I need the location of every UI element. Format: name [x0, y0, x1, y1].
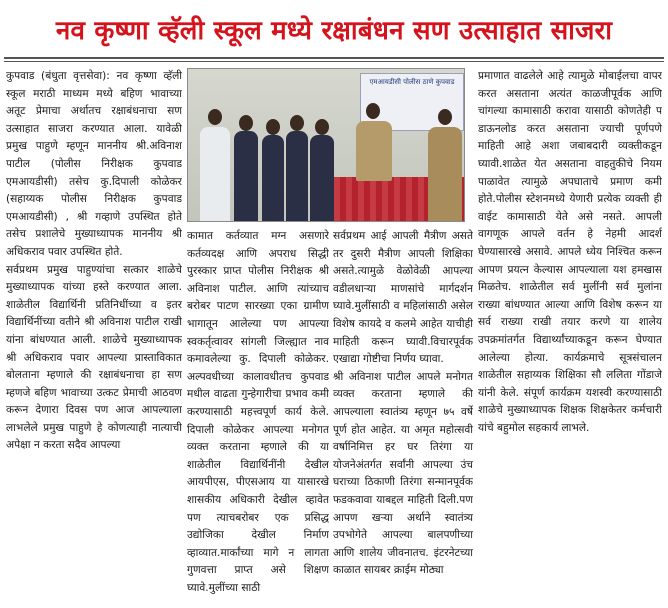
article-column-1: कुपवाड (बंधुता वृत्तसेवा): नव कृष्णा व्हॅली स्कूल मराठी माध्यम मध्ये बहिण भावाच्या अतूट प्रेमाचा अर्थातच रक्षाबंधनाचा सण उत्साहात साजरा करण्यात आला. यावेळी प्रमुख पाहुणे म्हणून माननीय श्री.अविनाश पाटील (पोलीस निरीक्षक कुपवाड एमआयडीसी) तसेच कु.दिपाली कोळेकर (सहाय्यक पोलीस निरीक्षक कुपवाड एमआयडीसी) , श्री गव्हाणे उपस्थित होते तसेच प्रशालेचे मुख्याध्यापक माननीय श्री अधिकराव पवार उपस्थित होते. सर्वप्रथम प्रमुख पाहुण्यांचा सत्कार शाळेचे मुख्याध्यापक यांच्या हस्ते करण्यात आला. शाळेतील विद्यार्थिनी प्रतिनिधींच्या व इतर विद्यार्थिनींच्या वतीने श्री अविनाश पाटील राखी यांना बांधण्यात आली. शाळेचे मुख्याध्यापक श्री अधिकराव पवार आपल्या प्रास्ताविकात बोलताना म्हणाले की रक्षाबंधनाचा हा सण म्हणजे बहिण भावाच्या उत्कट प्रेमाची आठवण करून देणारा दिवस पण आज आपल्याला लाभलेले प्रमुख पाहुणे हे कोणत्याही नात्याची अपेक्षा न करता सदैव आपल्या [6, 70, 182, 452]
photo-banner: एमआयडीसी पोलीस ठाणे कुपवाड [360, 73, 464, 131]
article-column-3: सर्वप्रथम आई आपली मैत्रीण असते तर दुसरी मैत्रीण आपली शिक्षिका असते.त्यामुळे वेळोवेळी आपल्या वडीलधाऱ्या माणसांचे मार्गदर्शन घ्यावे.मुलींसाठी व महिलांसाठी असेल विशेष कायदे व कलमे आहेत याचीही माहिती करून घ्यावी.विचारपूर्वक एखाद्या गोष्टीचा निर्णय घ्यावा. श्री अविनाश पाटील आपले मनोगत व्यक्त करताना म्हणाले की आपल्याला स्वातंत्र्य म्हणून ७५ वर्षे पूर्ण होत आहेत. या अमृत महोत्सवी वर्षानिमित्त हर घर तिरंगा या योजनेअंतर्गत सर्वांनी आपल्या उंच घराच्या ठिकाणी तिरंगा सन्मानपूर्वक फडकवावा याबद्दल माहिती दिली.पण आपण खऱ्या अर्थाने स्वातंत्र्य उपभोगेते आपल्या बालपणीच्या आणि शालेय जीवनातच. इंटरनेटच्या काळात सायबर क्राईम मोठ्या [333, 230, 473, 577]
article-column-4: प्रमाणात वाढलेले आहे त्यामुळे मोबाईलचा वापर करत असताना अत्यंत काळजीपूर्वक आणि चांगल्या कामासाठी करावा यासाठी कोणतेही प डाऊनलोड करत असताना ज्याची पूर्णपणे माहिती आहे अशा जबाबदारी व्यक्तीकडून घ्यावी.शाळेत येत असताना वाहतुकीचे नियम पाळावेत त्यामुळे अपघाताचे प्रमाण कमी होते.पोलीस स्टेशनमध्ये येणारी प्रत्येक व्यक्ती ही वाईट कामासाठी येते असे नसते. आपली वागणूक आपले वर्तन हे नेहमी आदर्श घेण्यासारखे असावे. आपले ध्येय निश्चित करून आपण प्रयत्न केल्यास आपल्याला यश हमखास मिळतेच. शाळेतील सर्व मुलींनी सर्व मुलांना राख्या बांधण्यात आल्या आणि विशेष करून या सर्व राख्या राखी तयार करणे या शालेय उपक्रमांतर्गत विद्यार्थ्यांच्याकडून करून घेण्यात आलेल्या होत्या. कार्यक्रमाचे सूत्रसंचालन शाळेतील सहाय्यक शिक्षिका सौ ललिता गोंडाजे यांनी केले. संपूर्ण कार्यक्रम यशस्वी करण्यासाठी शाळेचे मुख्याध्यापक शिक्षक शिक्षकेतर कर्मचारी यांचे बहुमोल सहकार्य लाभले. [478, 70, 662, 434]
headline-rule-thin [4, 61, 664, 62]
headline: नव कृष्णा व्हॅली स्कूल मध्ये रक्षाबंधन सण उत्साहात साजरा [55, 16, 613, 46]
article-column-2: कामात कर्तव्यात मग्न असणारे कर्तव्यदक्ष आणि अपराध सिद्धी पुरस्कार प्राप्त पोलीस निरीक्षक श्री अविनाश पाटील. आणि त्यांच्याच बरोबर पाटण सारख्या एका ग्रामीण भागातून आलेल्या पण आपल्या स्वकर्तृत्वावर सांगली जिल्ह्यात नाव कमावलेल्या कु. दिपाली कोळेकर. अल्पवधीच्या कालावधीतच कुपवाड मधील वाढता गुन्हेगारीचा प्रभाव कमी करण्यासाठी महत्त्वपूर्ण कार्य केले. दिपाली कोळेकर आपल्या मनोगत व्यक्त करताना म्हणाले की या शाळेतील विद्यार्थिनींनी देखील आयपीएस, पीएसआय या यासारखे शासकीय अधिकारी देखील व्हावेत पण त्याचबरोबर एक प्रसिद्ध उद्योजिका देखील निर्माण व्हाव्यात.मार्कांच्या मागे न लागता गुणवत्ता प्राप्त असे शिक्षण घ्यावे.मुलींच्या साठी [187, 230, 329, 594]
event-photo [187, 68, 465, 222]
headline-rule [4, 57, 664, 59]
